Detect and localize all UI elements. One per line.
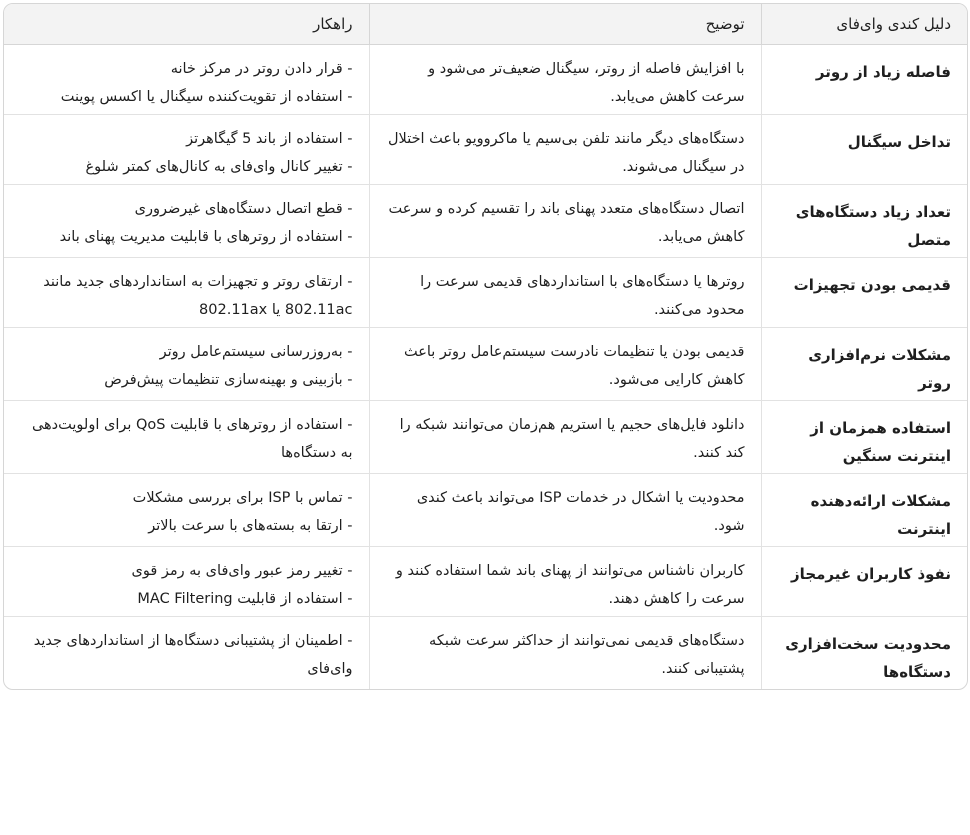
- table-row: [4, 474, 967, 547]
- table-row: [4, 185, 967, 258]
- solution-item: - قطع اتصال دستگاه‌های غیرضروری: [134, 201, 353, 217]
- cell-description: دستگاه‌های دیگر مانند تلفن بی‌سیم یا ماکروویو باعث اختلال در سیگنال می‌شوند.: [369, 115, 761, 185]
- table-row: [4, 547, 967, 617]
- solution-item: - ارتقا به بسته‌های با سرعت بالاتر: [148, 518, 353, 534]
- table-row: [4, 258, 967, 328]
- header-reason: دلیل کندی وای‌فای: [761, 4, 967, 45]
- cell-description: دانلود فایل‌های حجیم یا استریم هم‌زمان می‌توانند شبکه را کند کنند.: [369, 401, 761, 474]
- header-solution: راهکار: [4, 4, 369, 45]
- solution-item: - قرار دادن روتر در مرکز خانه: [170, 61, 353, 77]
- solution-item: - تغییر کانال وای‌فای به کانال‌های کمتر شلوغ: [85, 159, 353, 175]
- cell-solution: [4, 115, 369, 185]
- solution-item: - استفاده از تقویت‌کننده سیگنال یا اکسس پوینت: [60, 89, 353, 105]
- table-row: [4, 115, 967, 185]
- cell-description: کاربران ناشناس می‌توانند از پهنای باند شما استفاده کنند و سرعت را کاهش دهند.: [369, 547, 761, 617]
- solution-item: - تغییر رمز عبور وای‌فای به رمز قوی: [131, 563, 353, 579]
- table-row: [4, 328, 967, 401]
- cell-solution: [4, 328, 369, 401]
- cell-solution: [4, 45, 369, 115]
- cell-solution: [4, 401, 369, 474]
- solution-item: - تماس با ISP برای بررسی مشکلات: [132, 490, 353, 506]
- cell-solution: [4, 547, 369, 617]
- solution-item: - اطمینان از پشتیبانی دستگاه‌ها از استانداردهای جدید وای‌فای: [33, 633, 353, 677]
- solution-item: - استفاده از روترهای با قابلیت مدیریت پهنای باند: [59, 229, 353, 245]
- cell-reason: قدیمی بودن تجهیزات: [761, 258, 967, 328]
- wifi-slowness-table-container: [3, 3, 968, 690]
- table-row: [4, 617, 967, 690]
- solution-item: - به‌روزرسانی سیستم‌عامل روتر: [159, 344, 353, 360]
- wifi-slowness-table: [4, 4, 967, 689]
- solution-item: - استفاده از قابلیت MAC Filtering: [137, 591, 353, 607]
- cell-solution: [4, 185, 369, 258]
- solution-item: - استفاده از باند 5 گیگاهرتز: [186, 131, 353, 147]
- cell-reason: محدودیت سخت‌افزاری دستگاه‌ها: [761, 617, 967, 690]
- cell-reason: مشکلات ارائه‌دهنده اینترنت: [761, 474, 967, 547]
- solution-item: - ارتقای روتر و تجهیزات به استانداردهای جدید مانند 802.11ac یا 802.11ax: [43, 274, 353, 318]
- cell-reason: تعداد زیاد دستگاه‌های متصل: [761, 185, 967, 258]
- cell-reason: تداخل سیگنال: [761, 115, 967, 185]
- table-row: [4, 401, 967, 474]
- cell-reason: مشکلات نرم‌افزاری روتر: [761, 328, 967, 401]
- cell-description: قدیمی بودن یا تنظیمات نادرست سیستم‌عامل روتر باعث کاهش کارایی می‌شود.: [369, 328, 761, 401]
- cell-reason: فاصله زیاد از روتر: [761, 45, 967, 115]
- cell-solution: [4, 258, 369, 328]
- cell-reason: نفوذ کاربران غیرمجاز: [761, 547, 967, 617]
- solution-item: - استفاده از روترهای با قابلیت QoS برای اولویت‌دهی به دستگاه‌ها: [31, 417, 353, 461]
- table-row: [4, 45, 967, 115]
- cell-solution: [4, 474, 369, 547]
- cell-reason: استفاده همزمان از اینترنت سنگین: [761, 401, 967, 474]
- table-header-row: [4, 4, 967, 45]
- table-body: [4, 45, 967, 690]
- cell-solution: [4, 617, 369, 690]
- solution-item: - بازبینی و بهینه‌سازی تنظیمات پیش‌فرض: [104, 372, 353, 388]
- cell-description: دستگاه‌های قدیمی نمی‌توانند از حداکثر سرعت شبکه پشتیبانی کنند.: [369, 617, 761, 690]
- cell-description: محدودیت یا اشکال در خدمات ISP می‌تواند باعث کندی شود.: [369, 474, 761, 547]
- header-description: توضیح: [369, 4, 761, 45]
- cell-description: اتصال دستگاه‌های متعدد پهنای باند را تقسیم کرده و سرعت کاهش می‌یابد.: [369, 185, 761, 258]
- cell-description: روترها یا دستگاه‌های با استانداردهای قدیمی سرعت را محدود می‌کنند.: [369, 258, 761, 328]
- cell-description: با افزایش فاصله از روتر، سیگنال ضعیف‌تر می‌شود و سرعت کاهش می‌یابد.: [369, 45, 761, 115]
